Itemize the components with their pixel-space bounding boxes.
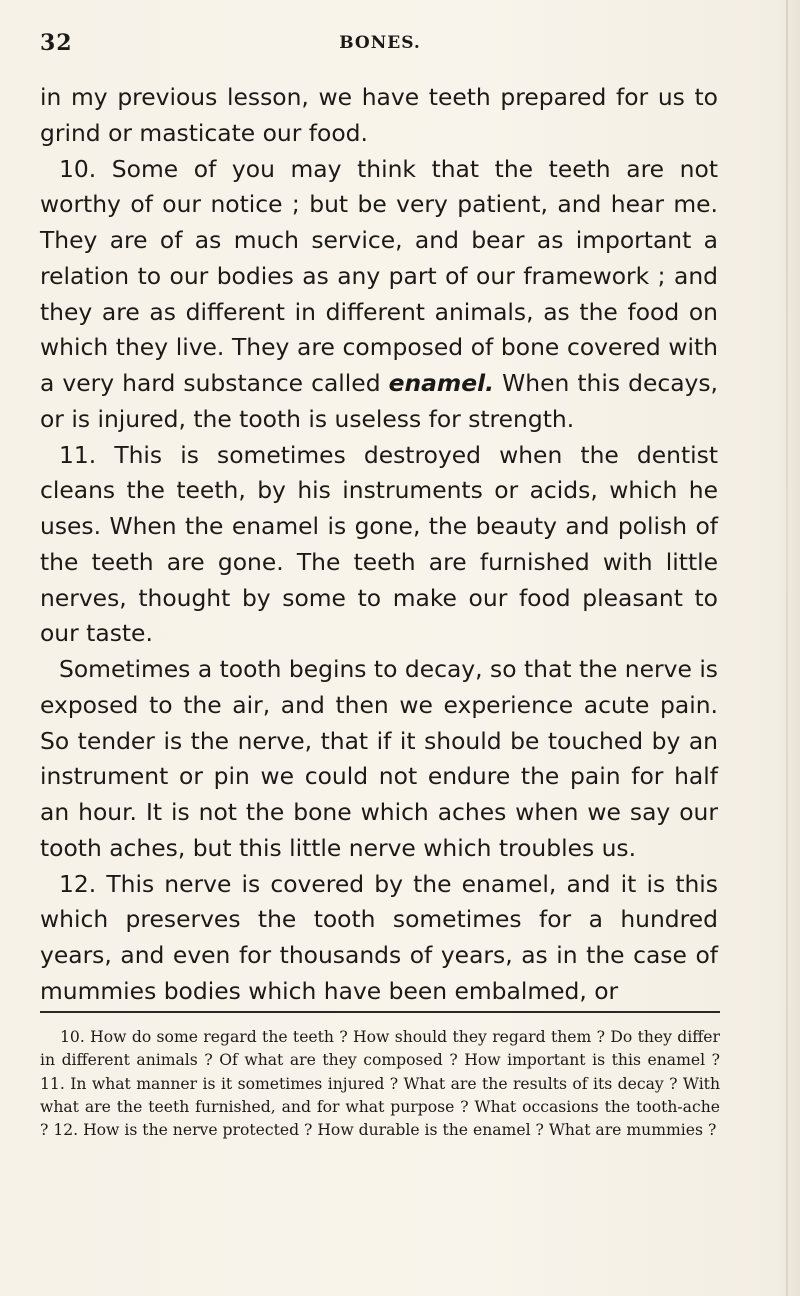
page-edge: [786, 0, 788, 1296]
paragraph-11: 11. This is sometimes destroyed when the dentist cleans the teeth, by his instruments or acids, which he uses. When the enamel is gone, the beauty and polish of the teeth are gone. The teeth are furnished with little nerves, thought by some to make our food pleasant to our taste.: [40, 440, 718, 648]
paragraph-10: [40, 152, 718, 438]
enamel-term: enamel.: [388, 369, 495, 397]
paragraph-10-text-a: 10. Some of you may think that the teeth are not worthy of our notice ; but be very patient, and hear me. They are of as much service, and bear as important a relation to our bodies as any part of our framework ; and they are as different in different animals, as the food on which they live. They are composed of bone covered with a very hard substance called: [40, 154, 718, 397]
paragraph-continuation: in my previous lesson, we have teeth prepared for us to grind or masticate our food.: [40, 83, 718, 147]
paragraph-10-text-b: When this decays, or is injured, the tooth is useless for strength.: [40, 369, 718, 433]
page-header: [40, 30, 720, 60]
running-head: BONES.: [339, 33, 421, 53]
paragraph-12: 12. This nerve is covered by the enamel, and it is this which preserves the tooth sometimes for a hundred years, and even for thousands of years, as in the case of mummies bodies which have been embalmed, or: [40, 869, 718, 1005]
body-text: [40, 80, 718, 1010]
footnote-questions: 10. How do some regard the teeth ? How should they regard them ? Do they differ in different animals ? Of what are they composed ? How important is this enamel ? 11. In what manner is it sometimes injured ? What are the results of its decay ? With what are the teeth furnished, and for what purpose ? What occasions the tooth-ache ? 12. How is the nerve protected ? How durable is the enamel ? What are mummies ?: [40, 1028, 720, 1140]
paragraph-sometimes: Sometimes a tooth begins to decay, so that the nerve is exposed to the air, and then we experience acute pain. So tender is the nerve, that if it should be touched by an instrument or pin we could not endure the pain for half an hour. It is not the bone which aches when we say our tooth aches, but this little nerve which troubles us.: [40, 655, 718, 862]
page-number: 32: [40, 30, 73, 56]
footnote-divider: [40, 1011, 720, 1013]
